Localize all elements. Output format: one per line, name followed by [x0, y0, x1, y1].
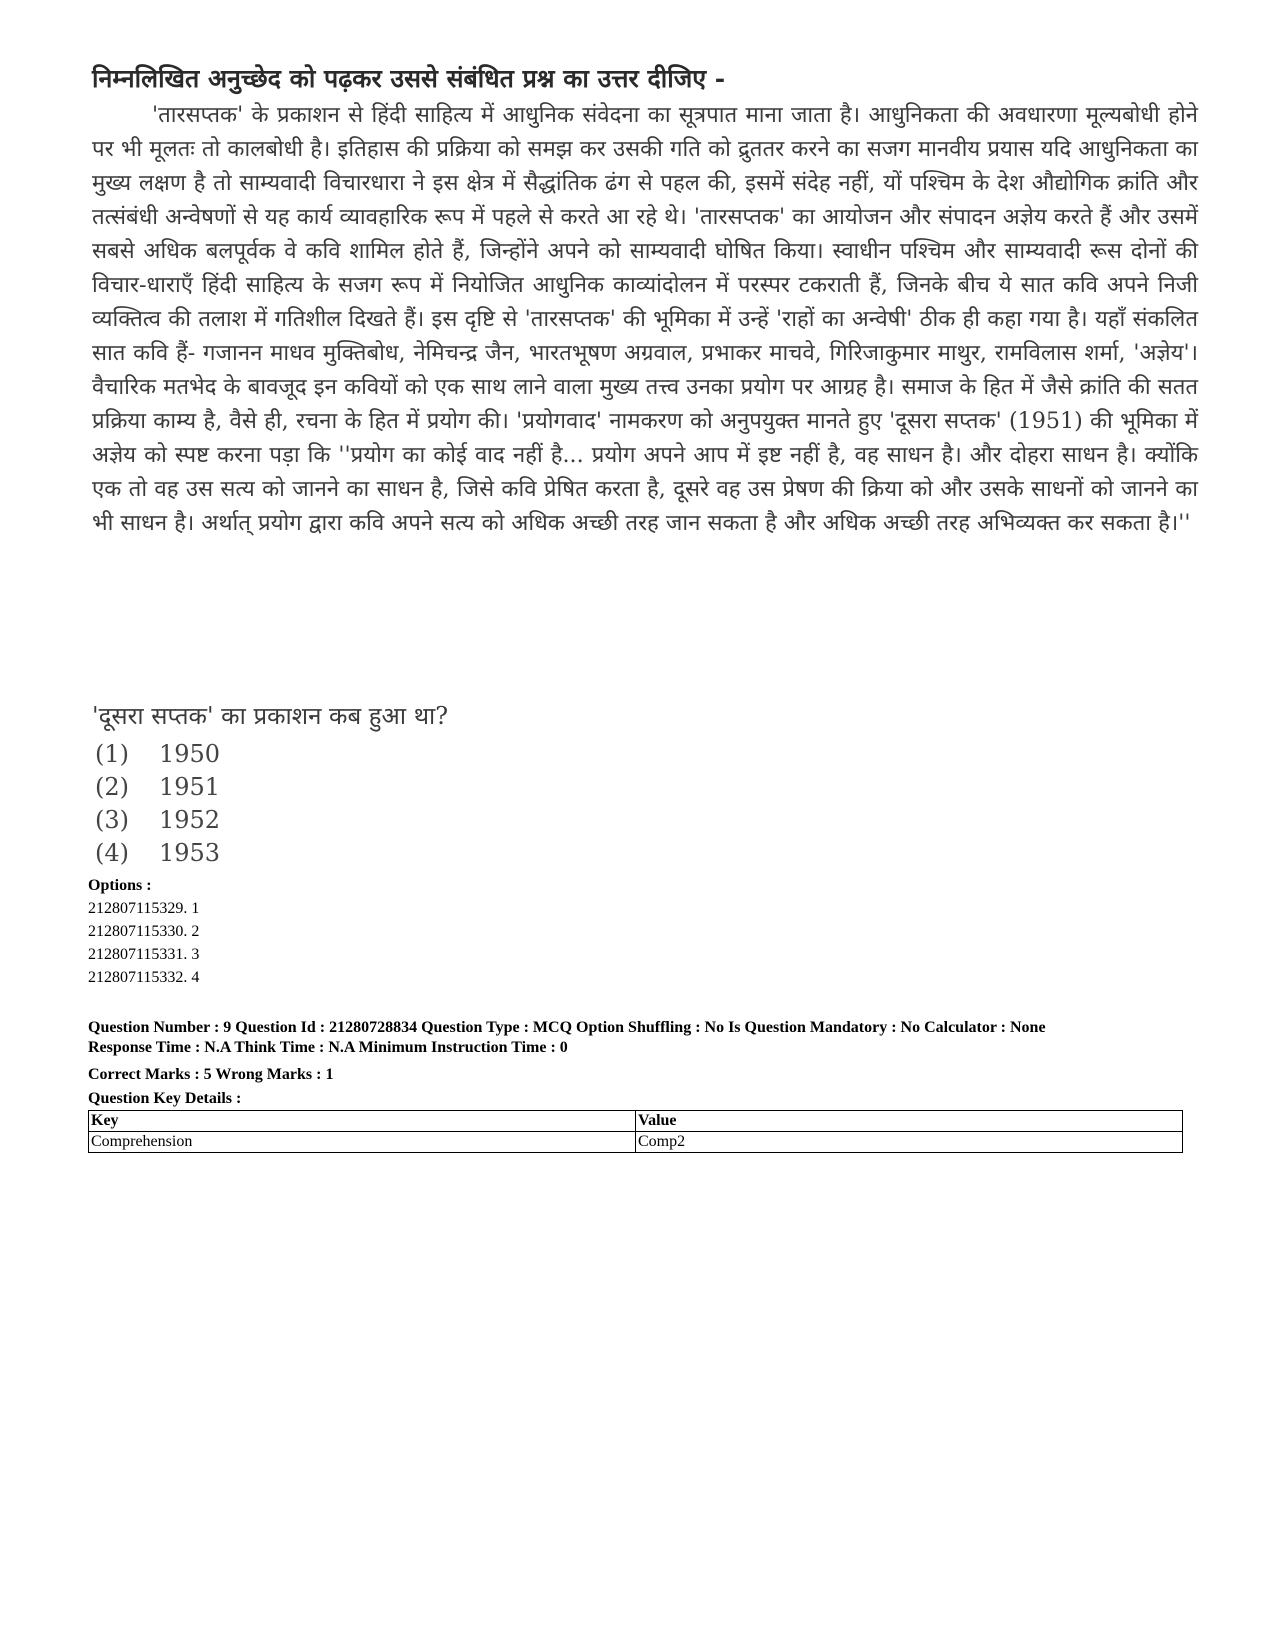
choice-number: (4): [95, 839, 129, 867]
table-header-cell: Key: [89, 1111, 636, 1132]
table-cell: Comprehension: [89, 1132, 636, 1153]
option-item: 212807115329. 1: [88, 900, 200, 917]
answer-choices: [95, 738, 220, 870]
choice-item: [95, 738, 220, 771]
choice-item: [95, 837, 220, 870]
table-header-row: [89, 1111, 1183, 1132]
choice-value: 1951: [159, 773, 221, 801]
question-info-line: Question Number : 9 Question Id : 21280728834 Question Type : MCQ Option Shuffling : No Is Question Mandatory : No Calculator : None: [88, 1019, 1046, 1036]
question-info-line: Response Time : N.A Think Time : N.A Minimum Instruction Time : 0: [88, 1038, 568, 1056]
choice-item: [95, 804, 220, 837]
question-info: [88, 1018, 1208, 1057]
options-label: Options :: [88, 877, 152, 894]
passage-instruction: निम्नलिखित अनुच्छेद को पढ़कर उससे संबंधित प्रश्न का उत्तर दीजिए -: [92, 64, 726, 93]
question-text: 'दूसरा सप्तक' का प्रकाशन कब हुआ था?: [92, 702, 449, 730]
option-item: 212807115332. 4: [88, 969, 200, 986]
table-row: [89, 1132, 1183, 1153]
options-list: [88, 897, 199, 989]
choice-number: (2): [95, 773, 129, 801]
comprehension-passage: [92, 62, 1198, 540]
choice-item: [95, 771, 220, 804]
choice-value: 1953: [159, 839, 221, 867]
choice-number: (1): [95, 740, 129, 768]
table-cell: Comp2: [636, 1132, 1183, 1153]
choice-number: (3): [95, 806, 129, 834]
key-details-label: Question Key Details :: [88, 1090, 242, 1107]
key-details-table: [88, 1110, 1183, 1153]
marks-info: Correct Marks : 5 Wrong Marks : 1: [88, 1066, 334, 1083]
table-header-cell: Value: [636, 1111, 1183, 1132]
option-item: 212807115331. 3: [88, 946, 200, 963]
passage-text: 'तारसप्तक' के प्रकाशन से हिंदी साहित्य में आधुनिक संवेदना का सूत्रपात माना जाता है। आधुनिकता की अवधारणा मूल्यबोधी होने पर भी मूलतः तो कालबोधी है। इतिहास की प्रक्रिया को समझ कर उसकी गति को द्रुततर करने का सजग मानवीय प्रयास यदि आधुनिकता का मुख्य लक्षण है तो साम्यवादी विचारधारा ने इस क्षेत्र में सैद्धांतिक ढंग से पहल की, इसमें संदेह नहीं, यों पश्चिम के देश औद्योगिक क्रांति और तत्संबंधी अन्वेषणों से यह कार्य व्यावहारिक रूप में पहले से करते आ रहे थे। 'तारसप्तक' का आयोजन और संपादन अज्ञेय करते हैं और उसमें सबसे अधिक बलपूर्वक वे कवि शामिल होते हैं, जिन्होंने अपने को साम्यवादी घोषित किया। स्वाधीन पश्चिम और साम्यवादी रूस दोनों की विचार-धाराएँ हिंदी साहित्य के सजग रूप में नियोजित आधुनिक काव्यांदोलन में परस्पर टकराती हैं, जिनके बीच ये सात कवि अपने निजी व्यक्तित्व की तलाश में गतिशील दिखते हैं। इस दृष्टि से 'तारसप्तक' की भूमिका में उन्हें 'राहों का अन्वेषी' ठीक ही कहा गया है। यहाँ संकलित सात कवि हैं- गजानन माधव मुक्तिबोध, नेमिचन्द्र जैन, भारतभूषण अग्रवाल, प्रभाकर माचवे, गिरिजाकुमार माथुर, रामविलास शर्मा, 'अज्ञेय'। वैचारिक मतभेद के बावजूद इन कवियों को एक साथ लाने वाला मुख्य तत्त्व उनका प्रयोग पर आग्रह है। समाज के हित में जैसे क्रांति की सतत प्रक्रिया काम्य है, वैसे ही, रचना के हित में प्रयोग की। 'प्रयोगवाद' नामकरण को अनुपयुक्त मानते हुए 'दूसरा सप्तक' (1951) की भूमिका में अज्ञेय को स्पष्ट करना पड़ा कि ''प्रयोग का कोई वाद नहीं है... प्रयोग अपने आप में इष्ट नहीं है, वह साधन है। और दोहरा साधन है। क्योंकि एक तो वह उस सत्य को जानने का साधन है, जिसे कवि प्रेषित करता है, दूसरे वह उस प्रेषण की क्रिया को और उसके साधनों को जानने का भी साधन है। अर्थात् प्रयोग द्वारा कवि अपने सत्य को अधिक अच्छी तरह जान सकता है और अधिक अच्छी तरह अभिव्यक्त कर सकता है।'': [92, 102, 1198, 536]
choice-value: 1950: [159, 740, 221, 768]
choice-value: 1952: [159, 806, 221, 834]
option-item: 212807115330. 2: [88, 923, 200, 940]
